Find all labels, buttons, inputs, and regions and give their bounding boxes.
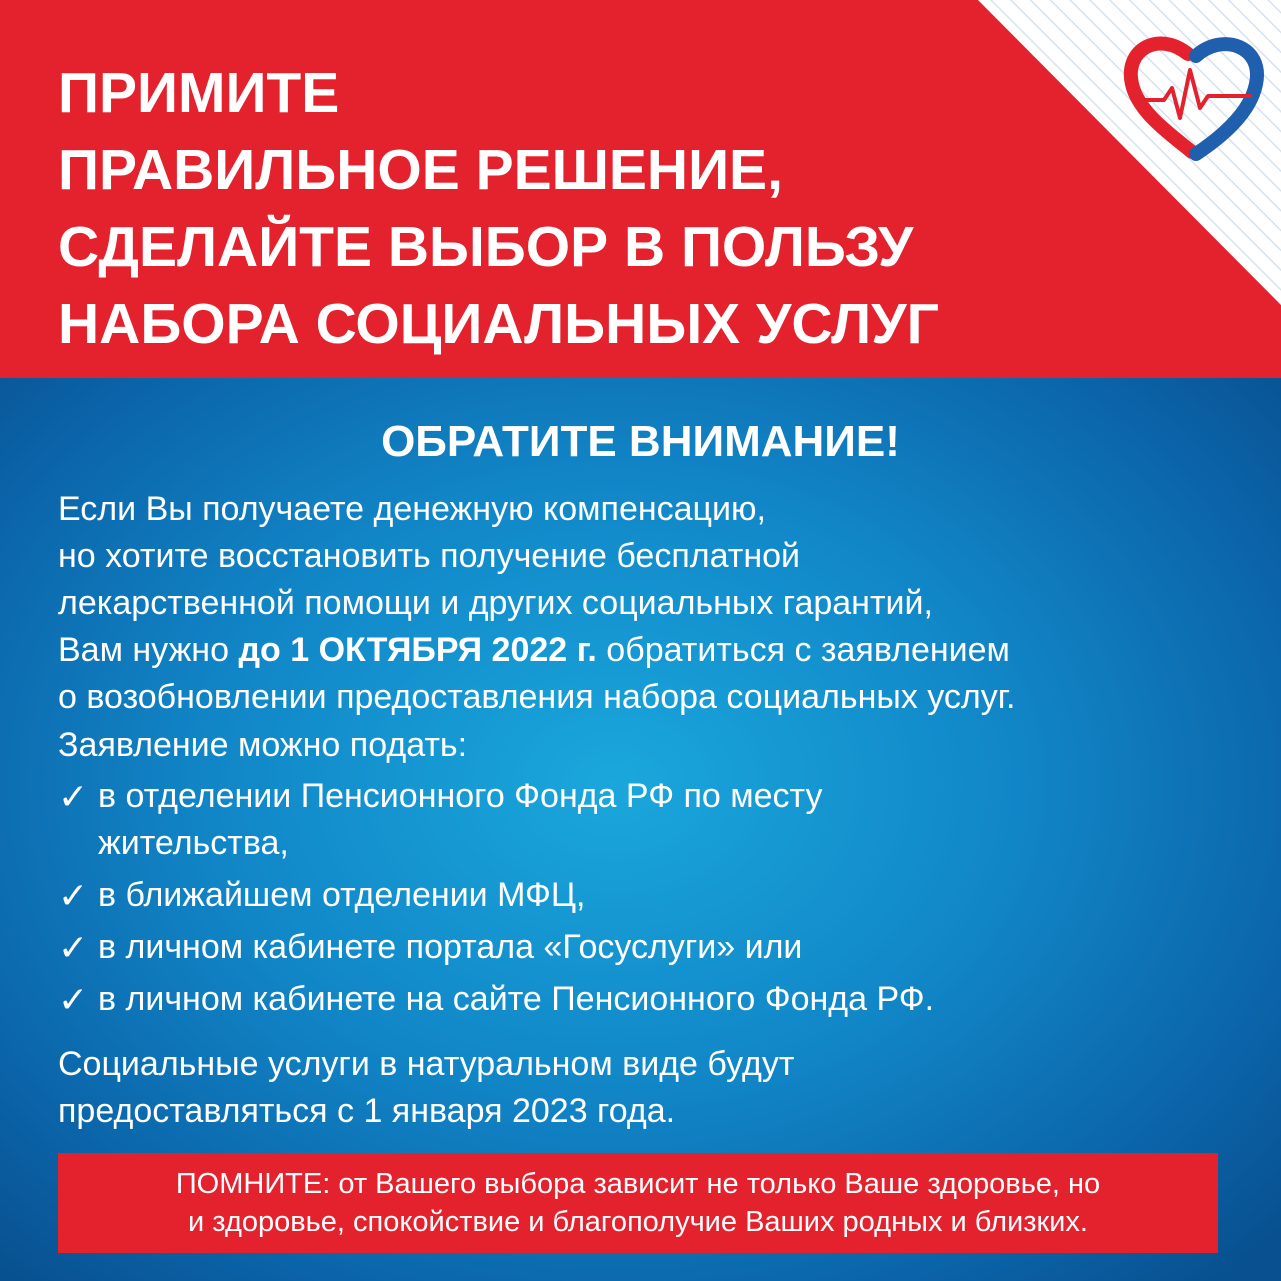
options-list: [58, 773, 934, 1028]
closing-line: Социальные услуги в натуральном виде будут: [58, 1045, 795, 1083]
intro-line: но хотите восстановить получение бесплатной: [58, 537, 801, 575]
closing-paragraph: [58, 1041, 794, 1135]
headline: [58, 55, 939, 363]
list-item-text: в личном кабинете на сайте Пенсионного Фонда РФ.: [98, 980, 935, 1018]
headline-line: СДЕЛАЙТЕ ВЫБОР В ПОЛЬЗУ: [58, 215, 914, 279]
intro-line: Если Вы получаете денежную компенсацию,: [58, 490, 766, 528]
list-item: [58, 872, 934, 919]
checkmark-icon: ✓: [58, 927, 89, 968]
list-item-text: в отделении Пенсионного Фонда РФ по месту: [98, 777, 823, 815]
list-item-text: в ближайшем отделении МФЦ,: [98, 876, 586, 914]
intro-line: о возобновлении предоставления набора социальных услуг.: [58, 678, 1016, 716]
attention-heading: ОБРАТИТЕ ВНИМАНИЕ!: [381, 417, 900, 466]
headline-line: НАБОРА СОЦИАЛЬНЫХ УСЛУГ: [58, 292, 939, 356]
intro-line: лекарственной помощи и других социальных гарантий,: [58, 584, 933, 622]
reminder-line: ПОМНИТЕ: от Вашего выбора зависит не только Ваше здоровье, но: [175, 1168, 1101, 1200]
intro-text: Вам нужно: [58, 631, 239, 669]
list-item: [58, 976, 934, 1023]
checkmark-icon: ✓: [58, 875, 89, 916]
reminder-box: [58, 1153, 1218, 1253]
deadline-text: до 1 ОКТЯБРЯ 2022 г.: [238, 631, 597, 669]
headline-line: ПРИМИТЕ: [58, 61, 340, 125]
headline-banner: [0, 0, 1281, 378]
intro-paragraph: [58, 486, 1015, 721]
checkmark-icon: ✓: [58, 776, 89, 817]
list-item-text: в личном кабинете портала «Госуслуги» или: [98, 928, 803, 966]
heart-pulse-icon: [1118, 22, 1268, 172]
list-item: [58, 924, 934, 971]
intro-line: [58, 627, 1015, 674]
reminder-line: и здоровье, спокойствие и благополучие Ваших родных и близких.: [188, 1206, 1088, 1238]
headline-line: ПРАВИЛЬНОЕ РЕШЕНИЕ,: [58, 138, 783, 202]
checkmark-icon: ✓: [58, 979, 89, 1020]
intro-text: обратиться с заявлением: [596, 631, 1010, 669]
apply-label: Заявление можно подать:: [58, 726, 468, 764]
closing-line: предоставляться с 1 января 2023 года.: [58, 1092, 676, 1130]
list-item-text: жительства,: [98, 824, 289, 862]
list-item: [58, 773, 934, 867]
